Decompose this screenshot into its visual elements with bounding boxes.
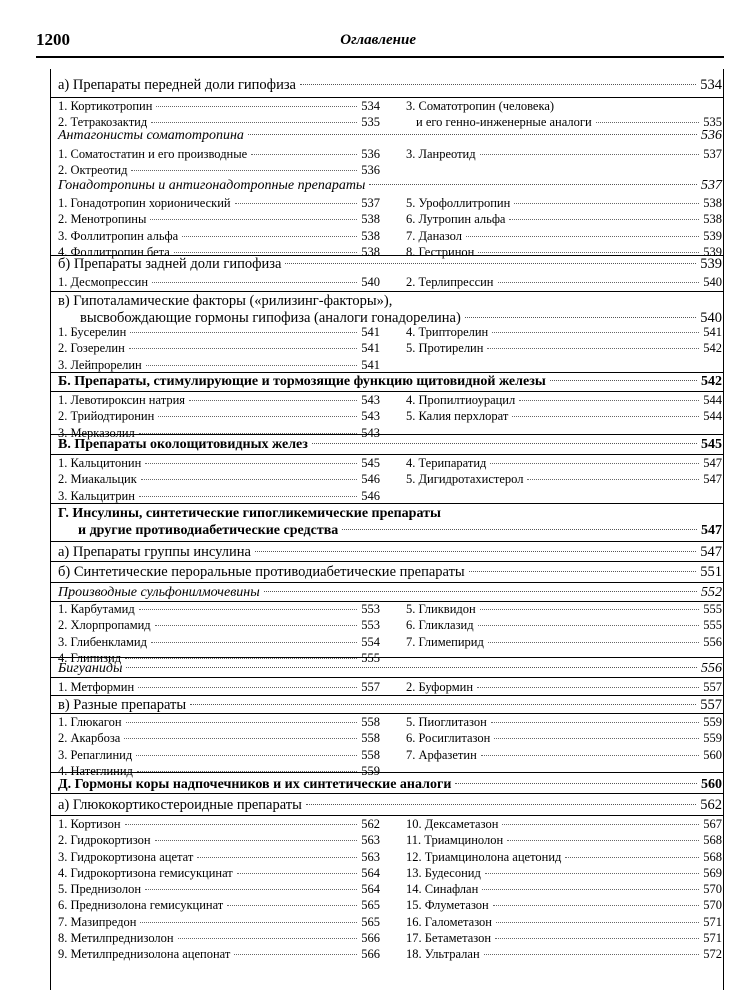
toc-entry-adrenal[interactable] — [58, 777, 722, 793]
drug-page: 543 — [361, 393, 380, 407]
header-rule — [36, 56, 724, 58]
drug-entry[interactable] — [58, 409, 380, 425]
drug-entry[interactable] — [406, 833, 722, 849]
entry-page: 537 — [701, 178, 722, 193]
drug-page: 555 — [361, 650, 380, 665]
drug-name: 11. Триамцинолон — [406, 833, 504, 848]
drug-entry[interactable] — [58, 602, 380, 618]
drug-entry[interactable] — [58, 898, 380, 914]
drug-name: 3. Ланреотид — [406, 147, 476, 161]
drug-page: 555 — [703, 602, 722, 616]
entry-title: Г. Инсулины, синтетические гипогликемические препараты — [58, 506, 441, 521]
drug-entry[interactable] — [58, 947, 380, 963]
drug-name: 2. Акарбоза — [58, 731, 121, 746]
drug-name: 1. Левотироксин натрия — [58, 393, 186, 407]
drug-page: 565 — [361, 898, 380, 913]
entry-title: в) Разные препараты — [58, 697, 187, 713]
entry-title: б) Препараты задней доли гипофиза — [58, 256, 282, 272]
drug-name: 7. Глимепирид — [406, 634, 484, 649]
entry-title: а) Препараты передней доли гипофиза — [58, 77, 296, 93]
drug-name: 4. Гидрокортизона гемисукцинат — [58, 865, 233, 880]
drug-page: 558 — [361, 715, 380, 729]
drug-page: 542 — [703, 341, 722, 356]
drug-page: 557 — [361, 680, 380, 694]
drug-entry[interactable] — [406, 325, 722, 341]
drug-entry[interactable] — [58, 229, 380, 245]
list-hypo-right — [406, 325, 722, 358]
drug-name: 3. Лейпрорелин — [58, 357, 142, 372]
drug-name: 5. Урофоллитропин — [406, 196, 511, 210]
drug-page: 538 — [361, 228, 380, 243]
drug-entry[interactable] — [406, 931, 722, 947]
drug-page: 566 — [361, 947, 380, 962]
divider — [50, 772, 724, 773]
drug-entry[interactable] — [58, 680, 380, 696]
drug-name: 15. Флуметазон — [406, 898, 489, 913]
divider — [50, 97, 724, 98]
drug-entry[interactable] — [58, 866, 380, 882]
drug-page: 538 — [361, 212, 380, 227]
toc-entry-gonadotropins[interactable] — [58, 178, 722, 194]
drug-name: 16. Галометазон — [406, 914, 492, 929]
drug-entry[interactable] — [58, 456, 380, 472]
toc-entry-thyroid[interactable] — [58, 374, 722, 390]
drug-entry[interactable] — [406, 866, 722, 882]
entry-title: б) Синтетические пероральные противодиабетические препараты — [58, 564, 465, 580]
entry-page: 557 — [700, 697, 722, 713]
drug-name: 4. Пропилтиоурацил — [406, 393, 516, 407]
drug-entry[interactable] — [58, 147, 380, 163]
divider — [50, 434, 724, 435]
drug-page: 557 — [703, 680, 722, 694]
toc-entry-oral-antidiabetic[interactable] — [58, 564, 722, 581]
drug-name: 8. Метилпреднизолон — [58, 931, 174, 946]
drug-page: 558 — [361, 747, 380, 762]
drug-entry[interactable] — [58, 472, 380, 488]
drug-page: 555 — [703, 618, 722, 633]
list-para-left — [58, 456, 380, 505]
drug-entry[interactable] — [58, 341, 380, 357]
list-sulfo-right — [406, 602, 722, 651]
drug-name: 14. Синафлан — [406, 882, 479, 897]
divider — [50, 391, 724, 392]
drug-name: 13. Будесонид — [406, 865, 481, 880]
drug-page: 563 — [361, 849, 380, 864]
drug-name: 7. Даназол — [406, 228, 462, 243]
drug-name: и его генно-инженерные аналоги — [416, 115, 592, 130]
drug-entry[interactable] — [406, 393, 722, 409]
divider — [50, 793, 724, 794]
drug-entry[interactable] — [406, 472, 722, 488]
list-thyroid-right — [406, 393, 722, 426]
drug-name: 18. Ультралан — [406, 947, 480, 962]
entry-page: 547 — [701, 523, 722, 538]
toc-entry-sulfonylureas[interactable] — [58, 585, 722, 601]
drug-page: 540 — [703, 275, 722, 289]
entry-title: высвобождающие гормоны гипофиза (аналоги гонадорелина) — [80, 310, 461, 326]
drug-page: 565 — [361, 914, 380, 929]
drug-name: 2. Терлипрессин — [406, 275, 494, 289]
drug-name: 1. Кальцитонин — [58, 456, 142, 470]
drug-name: 2. Миакальцик — [58, 472, 137, 487]
page-number: 1200 — [36, 30, 70, 49]
drug-page: 545 — [361, 456, 380, 470]
drug-name: 1. Глюкагон — [58, 715, 122, 729]
drug-name: 1. Десмопрессин — [58, 275, 149, 289]
drug-entry[interactable] — [406, 196, 722, 212]
drug-name: 4. Натеглинид — [58, 763, 133, 778]
entry-page: 562 — [700, 797, 722, 813]
list-gonado-left — [58, 196, 380, 261]
divider — [50, 713, 724, 714]
drug-page: 559 — [361, 763, 380, 778]
divider — [50, 503, 724, 504]
drug-entry[interactable] — [406, 229, 722, 245]
entry-title: Гонадотропины и антигонадотропные препараты — [58, 178, 366, 193]
drug-page: 568 — [703, 849, 722, 864]
divider — [50, 454, 724, 455]
drug-entry[interactable] — [58, 915, 380, 931]
entry-page: 534 — [700, 77, 722, 93]
drug-entry[interactable] — [406, 715, 722, 731]
drug-page: 553 — [361, 602, 380, 616]
drug-entry[interactable] — [406, 147, 722, 163]
drug-entry[interactable] — [58, 748, 380, 764]
drug-page: 541 — [361, 325, 380, 339]
drug-entry[interactable] — [406, 947, 722, 963]
drug-page: 569 — [703, 865, 722, 880]
list-antag-left — [58, 147, 380, 180]
drug-page: 564 — [361, 865, 380, 880]
drug-page: 562 — [361, 817, 380, 831]
drug-name: 1. Кортикотропин — [58, 99, 153, 113]
drug-page: 534 — [361, 99, 380, 113]
drug-entry[interactable] — [406, 731, 722, 747]
drug-page: 560 — [703, 747, 722, 762]
toc-entry-hypothalamic-1[interactable] — [58, 293, 722, 310]
entry-title: Д. Гормоны коры надпочечников и их синтетические аналоги — [58, 777, 452, 792]
entry-title: В. Препараты околощитовидных желез — [58, 437, 308, 452]
entry-title: а) Препараты группы инсулина — [58, 544, 251, 560]
drug-name: 17. Бетаметазон — [406, 931, 492, 946]
drug-entry[interactable] — [406, 882, 722, 898]
drug-entry[interactable] — [406, 275, 722, 291]
drug-page: 571 — [703, 931, 722, 946]
entry-page: 540 — [700, 310, 722, 326]
drug-page: 543 — [361, 425, 380, 440]
entry-page: 542 — [701, 374, 722, 389]
drug-entry[interactable] — [406, 850, 722, 866]
list-misc-left — [58, 715, 380, 780]
drug-entry[interactable] — [58, 833, 380, 849]
drug-entry[interactable] — [58, 882, 380, 898]
divider — [50, 695, 724, 696]
drug-entry[interactable] — [406, 618, 722, 634]
drug-entry[interactable] — [406, 602, 722, 618]
drug-name: 8. Гестринон — [406, 244, 475, 259]
drug-page: 571 — [703, 914, 722, 929]
entry-page: 560 — [701, 777, 722, 792]
drug-page: 546 — [361, 488, 380, 503]
divider — [50, 657, 724, 658]
drug-name: 5. Калия перхлорат — [406, 409, 509, 424]
drug-name: 1. Бусерелин — [58, 325, 127, 339]
entry-title: Б. Препараты, стимулирующие и тормозящие функцию щитовидной железы — [58, 374, 546, 389]
drug-entry[interactable] — [58, 731, 380, 747]
drug-name: 3. Мерказолил — [58, 425, 135, 440]
drug-name: 3. Глибенкламид — [58, 634, 147, 649]
drug-page: 537 — [361, 196, 380, 210]
drug-name: 4. Фоллитропин бета — [58, 244, 170, 259]
drug-name: 1. Гонадотропин хорионический — [58, 196, 231, 210]
drug-name: 1. Соматостатин и его производные — [58, 147, 248, 161]
drug-name: 2. Тетракозактид — [58, 115, 148, 130]
list-gluco-left — [58, 817, 380, 964]
drug-page: 538 — [361, 244, 380, 259]
drug-page: 537 — [703, 147, 722, 161]
drug-page: 547 — [703, 456, 722, 470]
entry-title: в) Гипоталамические факторы («рилизинг-факторы»), — [58, 293, 393, 309]
drug-page: 538 — [703, 212, 722, 227]
list-front-right — [406, 99, 722, 132]
drug-name: 3. Соматотропин (человека) — [406, 99, 555, 113]
toc-entry-parathyroid[interactable] — [58, 437, 722, 453]
drug-name: 6. Росиглитазон — [406, 731, 491, 746]
drug-name: 5. Преднизолон — [58, 882, 142, 897]
drug-entry[interactable] — [58, 635, 380, 651]
drug-page: 570 — [703, 898, 722, 913]
drug-page: 543 — [361, 409, 380, 424]
drug-name: 6. Лутропин альфа — [406, 212, 506, 227]
toc-entry-glucocorticoids[interactable] — [58, 797, 722, 814]
drug-name: 2. Буформин — [406, 680, 474, 694]
drug-name: 2. Хлорпропамид — [58, 618, 151, 633]
drug-entry[interactable] — [406, 748, 722, 764]
drug-name: 7. Арфазетин — [406, 747, 477, 762]
divider — [50, 582, 724, 583]
drug-entry[interactable] — [58, 817, 380, 833]
drug-entry[interactable] — [58, 325, 380, 341]
entry-title: Антагонисты соматотропина — [58, 128, 244, 143]
drug-name: 12. Триамцинолона ацетонид — [406, 849, 562, 864]
drug-name: 3. Репаглинид — [58, 747, 133, 762]
drug-entry[interactable] — [58, 196, 380, 212]
drug-page: 572 — [703, 947, 722, 962]
drug-name: 2. Гозерелин — [58, 341, 125, 356]
drug-page: 554 — [361, 634, 380, 649]
divider — [50, 372, 724, 373]
divider — [50, 815, 724, 816]
drug-name: 3. Фоллитропин альфа — [58, 228, 179, 243]
drug-name: 2. Гидрокортизон — [58, 833, 151, 848]
drug-page: 541 — [361, 341, 380, 356]
list-back-left — [58, 275, 380, 291]
toc-entry-insulin-group[interactable] — [58, 544, 722, 561]
toc-entry-insulins-2[interactable] — [78, 523, 722, 539]
drug-page: 570 — [703, 882, 722, 897]
entry-title: Производные сульфонилмочевины — [58, 585, 260, 600]
drug-entry[interactable] — [406, 915, 722, 931]
divider — [50, 291, 724, 292]
drug-entry[interactable] — [58, 275, 380, 291]
entry-title: Бигуаниды — [58, 661, 123, 676]
drug-page: 559 — [703, 715, 722, 729]
list-gonado-right — [406, 196, 722, 261]
drug-name: 4. Глипизид — [58, 650, 122, 665]
drug-page: 535 — [703, 115, 722, 130]
toc-entry-biguanides[interactable] — [58, 661, 722, 677]
drug-page: 546 — [361, 472, 380, 487]
entry-page: 551 — [700, 564, 722, 580]
drug-page: 564 — [361, 882, 380, 897]
divider — [50, 561, 724, 562]
entry-page: 539 — [700, 256, 722, 272]
drug-entry[interactable] — [406, 680, 722, 696]
drug-page: 541 — [361, 357, 380, 372]
entry-page: 547 — [700, 544, 722, 560]
drug-name: 10. Дексаметазон — [406, 817, 499, 831]
toc-entry-antagonists[interactable] — [58, 128, 722, 144]
list-antag-right — [406, 147, 722, 163]
drug-page: 535 — [361, 115, 380, 130]
drug-page: 536 — [361, 147, 380, 161]
drug-name: 3. Кальцитрин — [58, 488, 135, 503]
entry-title: а) Глюкокортикостероидные препараты — [58, 797, 302, 813]
drug-name: 9. Метилпреднизолона ацепонат — [58, 947, 231, 962]
drug-page: 544 — [703, 409, 722, 424]
drug-entry[interactable] — [58, 212, 380, 228]
drug-name: 2. Менотропины — [58, 212, 147, 227]
drug-page: 540 — [361, 275, 380, 289]
drug-page: 544 — [703, 393, 722, 407]
drug-name: 5. Дигидротахистерол — [406, 472, 524, 487]
drug-entry[interactable] — [406, 635, 722, 651]
entry-page: 556 — [701, 661, 722, 676]
drug-name: 2. Октреотид — [58, 163, 128, 178]
drug-entry[interactable] — [406, 456, 722, 472]
drug-page: 558 — [361, 731, 380, 746]
drug-page: 568 — [703, 833, 722, 848]
drug-name: 4. Трипторелин — [406, 325, 489, 339]
drug-page: 536 — [361, 163, 380, 178]
drug-entry[interactable] — [58, 715, 380, 731]
list-misc-right — [406, 715, 722, 764]
drug-entry[interactable] — [58, 618, 380, 634]
drug-name: 5. Протирелин — [406, 341, 484, 356]
drug-page: 563 — [361, 833, 380, 848]
drug-page: 556 — [703, 634, 722, 649]
toc-entry-back-pituitary[interactable] — [58, 256, 722, 273]
entry-page: 545 — [701, 437, 722, 452]
entry-page: 536 — [701, 128, 722, 143]
divider — [50, 541, 724, 542]
drug-name: 5. Пиоглитазон — [406, 715, 487, 729]
toc-entry-insulins-1[interactable] — [58, 506, 722, 522]
drug-entry[interactable] — [406, 898, 722, 914]
drug-name: 1. Метформин — [58, 680, 135, 694]
drug-page: 559 — [703, 731, 722, 746]
drug-name: 1. Кортизон — [58, 817, 121, 831]
list-front-left — [58, 99, 380, 132]
toc-entry-misc[interactable] — [58, 697, 722, 714]
drug-name: 5. Гликвидон — [406, 602, 476, 616]
drug-page: 538 — [703, 196, 722, 210]
toc-entry-front-pituitary[interactable] — [58, 77, 722, 94]
list-back-right — [406, 275, 722, 291]
list-para-right — [406, 456, 722, 489]
drug-entry[interactable] — [406, 409, 722, 425]
drug-entry[interactable] — [406, 212, 722, 228]
drug-name: 2. Трийодтиронин — [58, 409, 155, 424]
drug-page: 566 — [361, 931, 380, 946]
drug-entry[interactable] — [58, 931, 380, 947]
drug-page: 547 — [703, 472, 722, 487]
drug-name: 1. Карбутамид — [58, 602, 135, 616]
drug-entry[interactable] — [406, 817, 722, 833]
entry-page: 552 — [701, 585, 722, 600]
drug-name: 4. Терипаратид — [406, 456, 487, 470]
drug-name: 6. Преднизолона гемисукцинат — [58, 898, 224, 913]
divider — [50, 677, 724, 678]
running-title: Оглавление — [340, 32, 416, 48]
list-gluco-right — [406, 817, 722, 964]
drug-page: 553 — [361, 618, 380, 633]
drug-entry[interactable] — [406, 99, 722, 115]
drug-entry[interactable] — [58, 99, 380, 115]
drug-page: 539 — [703, 228, 722, 243]
drug-name: 6. Гликлазид — [406, 618, 474, 633]
entry-title: и другие противодиабетические средства — [78, 523, 339, 538]
list-bigu-left — [58, 680, 380, 696]
drug-entry[interactable] — [406, 341, 722, 357]
drug-entry[interactable] — [58, 393, 380, 409]
drug-name: 7. Мазипредон — [58, 914, 137, 929]
list-bigu-right — [406, 680, 722, 696]
drug-name: 3. Гидрокортизона ацетат — [58, 849, 194, 864]
drug-page: 541 — [703, 325, 722, 339]
drug-page: 567 — [703, 817, 722, 831]
drug-page: 539 — [703, 244, 722, 259]
drug-entry[interactable] — [58, 850, 380, 866]
list-hypo-left — [58, 325, 380, 374]
